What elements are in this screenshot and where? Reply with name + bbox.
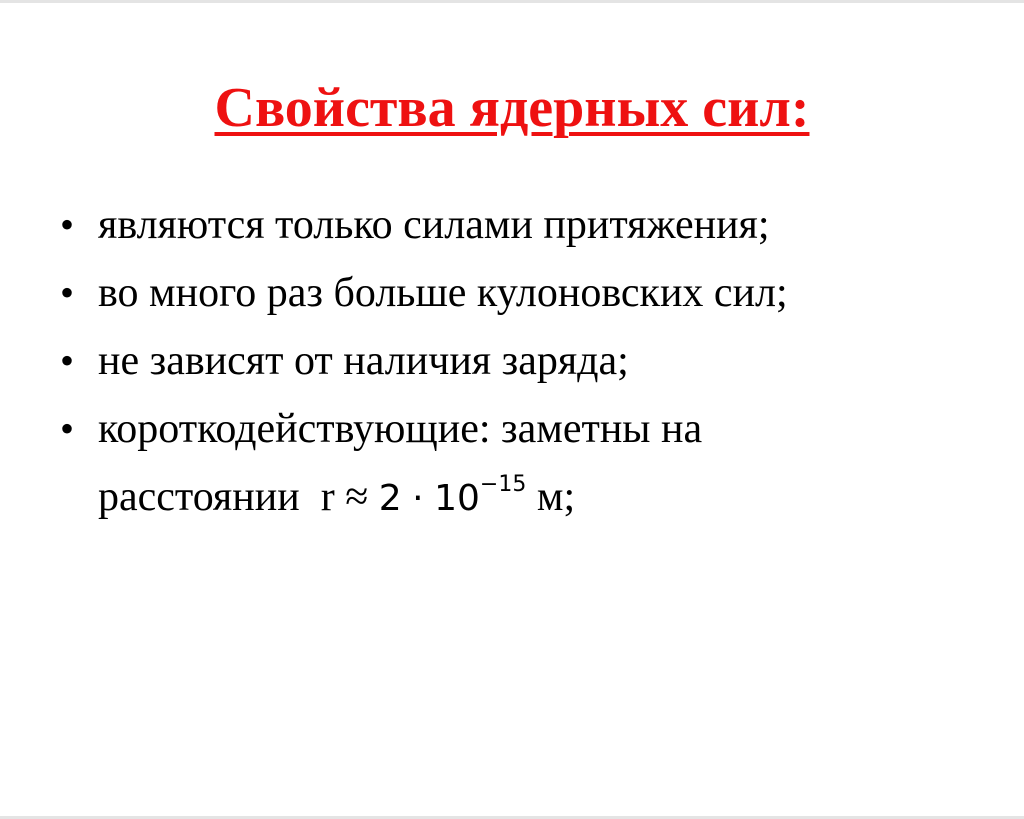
formula-relation: ≈ (345, 474, 369, 520)
formula-coefficient: 2 (378, 478, 402, 519)
bullet-item (60, 399, 960, 529)
bullet-text-prefix: расстоянии (98, 474, 321, 520)
formula-operator: · (412, 478, 424, 519)
slide-title: Свойства ядерных сил: (214, 77, 810, 139)
bullet-item (60, 195, 960, 255)
bullet-icon: • (60, 338, 75, 383)
bullet-icon: • (60, 270, 75, 315)
bullet-text-line1: короткодействующие: заметны на (98, 406, 703, 452)
formula-exponent: −15 (479, 472, 527, 497)
formula-unit: м; (536, 474, 576, 520)
formula-base: 10 (434, 478, 480, 519)
bullet-text: во много раз больше кулоновских сил; (98, 270, 788, 316)
bullet-icon: • (60, 202, 75, 247)
distance-formula (321, 474, 575, 520)
bullet-text: не зависят от наличия заряда; (98, 338, 629, 384)
formula-variable: r (320, 474, 335, 520)
bullet-text: являются только силами притяжения; (98, 202, 770, 248)
bullet-text-line2 (98, 474, 575, 520)
slide-top-border (0, 0, 1024, 3)
bullet-item (60, 263, 960, 323)
bullet-list (60, 195, 960, 537)
bullet-item (60, 331, 960, 391)
bullet-icon: • (60, 406, 75, 451)
